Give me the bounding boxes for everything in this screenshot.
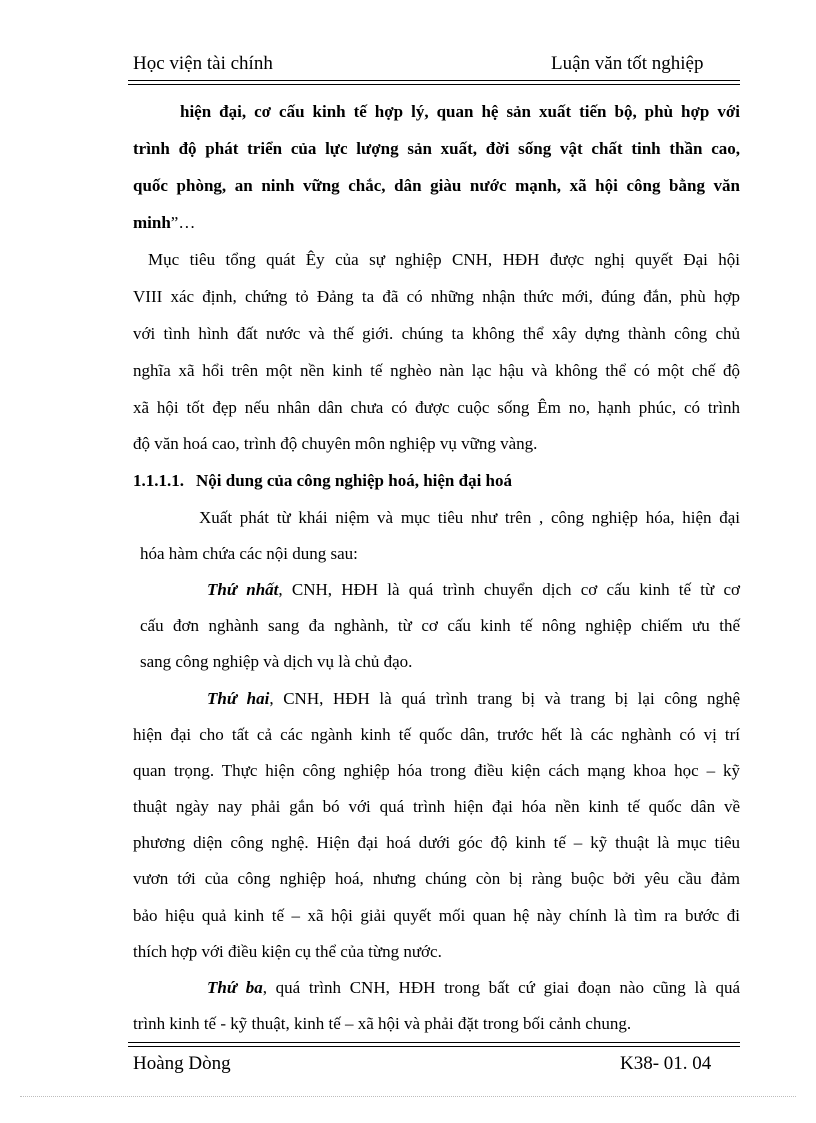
- header-rule: [128, 80, 740, 85]
- point-first-label: Thứ nhất: [207, 580, 279, 599]
- paragraph-line: trình kinh tế - kỹ thuật, kinh tế – xã hội và phải đặt trong bối cảnh chung.: [133, 1014, 632, 1033]
- quote-line: quốc phòng, an ninh vững chắc, dân giàu nước mạnh, xã hội công bằng văn: [133, 176, 740, 195]
- section-heading: [133, 470, 740, 492]
- quote-line: hiện đại, cơ cấu kinh tế hợp lý, quan hệ sản xuất tiến bộ, phù hợp với: [180, 102, 740, 121]
- footer-author: Hoàng Dòng: [133, 1053, 231, 1074]
- section-title: Nội dung của công nghiệp hoá, hiện đại hoá: [196, 471, 513, 490]
- quote-line: trình độ phát triển của lực lượng sản xuất, đời sống vật chất tinh thần cao,: [133, 139, 740, 158]
- paragraph-line: cấu đơn nghành sang đa nghành, từ cơ cấu kinh tế nông nghiệp chiếm ưu thế: [140, 616, 740, 635]
- point-first-line: [207, 579, 740, 601]
- paragraph-line: VIII xác định, chứng tỏ Đảng ta đã có những nhận thức mới, đúng đắn, phù hợp: [133, 287, 740, 306]
- page-edge-dotted-line: [20, 1096, 796, 1097]
- paragraph-line: hóa hàm chứa các nội dung sau:: [140, 544, 358, 563]
- point-second-line: [207, 688, 740, 710]
- paragraph-line: Mục tiêu tổng quát Êy của sự nghiệp CNH, HĐH được nghị quyết Đại hội: [148, 250, 740, 269]
- point-third-line: [207, 977, 740, 999]
- paragraph-line: bảo hiệu quả kinh tế – xã hội giải quyết mối quan hệ này chính là tìm ra bước đi: [133, 906, 740, 925]
- point-second-label: Thứ hai: [207, 689, 270, 708]
- paragraph-line: độ văn hoá cao, trình độ chuyên môn nghiệp vụ vững vàng.: [133, 434, 538, 453]
- point-third-label: Thứ ba: [207, 978, 263, 997]
- point-second-text: , CNH, HĐH là quá trình trang bị và trang bị lại công nghệ: [269, 689, 741, 708]
- paragraph-line: vươn tới của công nghiệp hoá, nhưng chúng còn bị ràng buộc bởi yêu cầu đảm: [133, 869, 740, 888]
- point-first-text: , CNH, HĐH là quá trình chuyển dịch cơ cấu kinh tế từ cơ: [278, 580, 741, 599]
- point-third-text: , quá trình CNH, HĐH trong bất cứ giai đoạn nào cũng là quá: [262, 978, 741, 997]
- quote-end-line: [133, 212, 433, 234]
- paragraph-line: quan trọng. Thực hiện công nghiệp hóa trong điều kiện cách mạng khoa học – kỹ: [133, 761, 740, 780]
- paragraph-line: hiện đại cho tất cả các ngành kinh tế quốc dân, trước hết là các nghành có vị trí: [133, 725, 740, 744]
- paragraph-line: xã hội tốt đẹp nếu nhân dân chưa có được cuộc sống Êm no, hạnh phúc, có trình: [133, 398, 740, 417]
- paragraph-line: thích hợp với điều kiện cụ thể của từng nước.: [133, 942, 442, 961]
- quote-end-word: minh: [133, 213, 171, 232]
- paragraph-line: phương diện công nghệ. Hiện đại hoá dưới góc độ kinh tế – kỹ thuật là mục tiêu: [133, 833, 740, 852]
- quote-end-mark: ”…: [170, 213, 196, 232]
- paragraph-line: sang công nghiệp và dịch vụ là chủ đạo.: [140, 652, 413, 671]
- footer-class-code: K38- 01. 04: [620, 1053, 712, 1074]
- header-doc-type: Luận văn tốt nghiệp: [551, 53, 704, 74]
- paragraph-line: Xuất phát từ khái niệm và mục tiêu như trên , công nghiệp hóa, hiện đại: [199, 508, 740, 527]
- paragraph-line: với tình hình đất nước và thế giới. chúng ta không thể xây dựng thành công chủ: [133, 324, 740, 343]
- paragraph-line: nghĩa xã hổi trên một nền kinh tế nghèo nàn lạc hậu và không thể có một chế độ: [133, 361, 740, 380]
- header-institution: Học viện tài chính: [133, 53, 273, 74]
- footer-rule: [128, 1042, 740, 1047]
- paragraph-line: thuật ngày nay phải gắn bó với quá trình hiện đại hóa nền kinh tế quốc dân về: [133, 797, 740, 816]
- section-number: 1.1.1.1.: [133, 471, 184, 490]
